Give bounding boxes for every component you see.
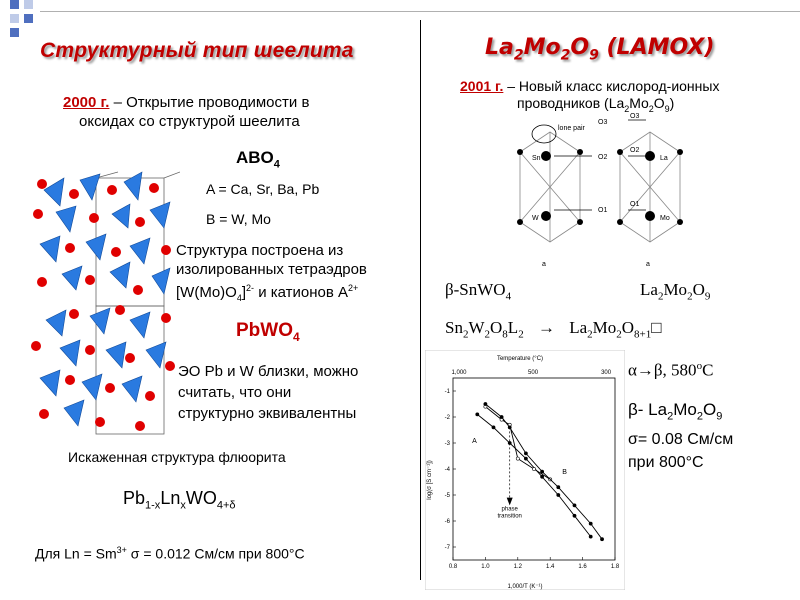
sn-label: Sn xyxy=(532,155,541,162)
s3b: 4 xyxy=(236,293,242,303)
b-cations: B = W, Mo xyxy=(206,211,271,227)
o3-left-label: O3 xyxy=(598,119,608,126)
series-label: A xyxy=(472,438,477,445)
yt-b: 2 xyxy=(624,103,630,114)
y-tick-label: -2 xyxy=(444,415,450,421)
yt-a: проводников (La xyxy=(517,95,625,111)
data-point xyxy=(600,538,603,541)
rt-d: 2 xyxy=(560,47,571,64)
y-tick-label: -4 xyxy=(444,467,450,473)
lamox-line-1: – Новый класс кислород-ионных xyxy=(507,78,720,94)
lamo-d: 2 xyxy=(687,290,693,303)
o2-left-label: O2 xyxy=(598,154,608,161)
lamox-line-2 xyxy=(460,95,675,114)
la2mo2o9-label xyxy=(640,280,710,302)
x-tick-label: 1.6 xyxy=(578,564,587,570)
x-tick-label: 1.4 xyxy=(546,564,555,570)
snwo4-label xyxy=(445,280,511,302)
sigma-temperature: при 800°С xyxy=(628,454,704,472)
data-point xyxy=(476,413,479,416)
data-point xyxy=(500,415,503,418)
y-tick-label: -7 xyxy=(444,545,450,551)
phase-annotation: transition xyxy=(497,513,522,520)
eq-b: 2 xyxy=(462,328,469,341)
tr-c: C xyxy=(702,360,714,380)
data-point xyxy=(573,514,576,517)
eq-h: 2 xyxy=(518,328,524,341)
data-point xyxy=(524,452,527,455)
eo-line-3: структурно эквивалентны xyxy=(178,405,357,422)
rt-a: La xyxy=(485,35,514,60)
data-point xyxy=(589,522,592,525)
tr-main: α→β, 580 xyxy=(628,360,697,380)
data-point xyxy=(532,467,535,470)
conductivity-chart xyxy=(425,350,625,590)
rt-g: (LAMOX) xyxy=(598,35,715,60)
fluorite-text: Искаженная структура флюорита xyxy=(68,449,286,465)
phase-annotation: phase xyxy=(501,506,518,513)
lamox-year: 2001 г. xyxy=(460,78,504,94)
deco-square xyxy=(24,14,33,23)
a-cations: A = Ca, Sr, Ba, Pb xyxy=(206,181,320,197)
structure-line-1: Структура построена из xyxy=(176,242,344,259)
pbf-b: 1-x xyxy=(145,499,161,512)
eq-o: □ xyxy=(651,318,662,337)
ln-a: Для Ln = Sm xyxy=(35,545,117,562)
top-tick-label: 300 xyxy=(601,370,612,376)
chart-top-axis-label: Temperature (°C) xyxy=(496,356,544,362)
lamo-f: 9 xyxy=(704,290,711,303)
ln-sigma-text xyxy=(35,542,305,563)
beta-e: O xyxy=(702,400,717,419)
lamox-crystal-diagram xyxy=(510,112,710,272)
pbwo4-sub: 4 xyxy=(293,329,300,344)
pbf-c: Ln xyxy=(160,488,181,508)
lamo-e: O xyxy=(692,280,705,299)
s3f: 2+ xyxy=(348,283,359,293)
s3d: 2- xyxy=(246,283,255,293)
snwo-a: β-SnWO xyxy=(445,280,506,299)
data-point xyxy=(484,402,487,405)
o1-left-label: O1 xyxy=(598,207,608,214)
data-point xyxy=(557,493,560,496)
snwo-b: 4 xyxy=(505,290,512,303)
pbf-e: WO xyxy=(185,488,217,508)
abo4-main: ABO xyxy=(236,148,274,167)
yt-d: 2 xyxy=(648,103,654,114)
y-tick-label: -1 xyxy=(444,389,450,395)
yt-c: Mo xyxy=(629,95,649,111)
pbf-a: Pb xyxy=(123,488,146,508)
discovery-line-2: оксидах со структурой шеелита xyxy=(79,113,300,130)
yt-f: 9 xyxy=(664,103,670,114)
ln-c: σ = 0.012 См/см при 800°С xyxy=(126,545,305,562)
eo-line-2: считать, что они xyxy=(178,384,292,401)
eo-line-1: ЭО Pb и W близки, можно xyxy=(178,363,359,380)
right-title xyxy=(485,35,714,63)
beta-formula xyxy=(628,398,733,428)
deco-square xyxy=(10,0,19,9)
eq-n: 8+1 xyxy=(634,328,652,341)
x-tick-label: 1.8 xyxy=(610,564,620,570)
beta-f: 9 xyxy=(716,410,723,423)
y-tick-label: -3 xyxy=(444,441,450,447)
y-tick-label: -5 xyxy=(444,493,450,499)
y-tick-label: -6 xyxy=(444,519,450,525)
pbwo4-formula xyxy=(236,320,300,344)
o3-right-label: O3 xyxy=(630,113,640,120)
beta-d: 2 xyxy=(696,410,703,423)
eq-k: Mo xyxy=(592,318,617,337)
abo4-formula xyxy=(236,148,280,170)
eo-text xyxy=(178,361,408,424)
eq-c: W xyxy=(468,318,485,337)
data-point xyxy=(516,457,519,460)
chart-xlabel: 1,000/T (K⁻¹) xyxy=(507,584,543,590)
sigma-value: σ= 0.08 См/см xyxy=(628,431,734,449)
eq-d: 2 xyxy=(484,328,491,341)
beta-c: Mo xyxy=(673,400,697,419)
rt-e: O xyxy=(570,35,590,60)
eq-l: 2 xyxy=(616,328,622,341)
rt-c: Mo xyxy=(523,35,561,60)
structure-line-3 xyxy=(176,279,416,308)
eq-j: 2 xyxy=(587,328,593,341)
chart-ylabel: log(σ [S cm⁻¹]) xyxy=(427,460,433,500)
deco-square xyxy=(10,28,19,37)
eq-m: O xyxy=(621,318,635,337)
deco-square xyxy=(10,14,19,23)
rt-f: 9 xyxy=(589,47,599,64)
discovery-year: 2000 г. xyxy=(63,94,110,111)
top-tick-label: 1,000 xyxy=(451,370,467,376)
reaction-equation xyxy=(445,318,662,340)
o1-right-label: O1 xyxy=(630,201,640,208)
eq-i: La xyxy=(569,318,588,337)
s3a: [W(Mo)O xyxy=(176,284,237,301)
eq-arrow: → xyxy=(537,318,555,337)
abo4-sub: 4 xyxy=(273,158,280,171)
pbwo4-main: PbWO xyxy=(236,320,293,341)
data-point xyxy=(573,504,576,507)
la-label: La xyxy=(660,155,668,162)
structure-text xyxy=(176,241,416,308)
mo-label: Mo xyxy=(660,215,670,222)
eq-e: O xyxy=(490,318,503,337)
data-point xyxy=(524,457,527,460)
lamo-c: Mo xyxy=(663,280,688,299)
column-divider xyxy=(420,20,421,580)
eq-a: Sn xyxy=(445,318,463,337)
s3c: ] xyxy=(241,284,247,301)
yt-e: O xyxy=(653,95,665,111)
tr-sup: o xyxy=(696,360,703,372)
x-tick-label: 1.0 xyxy=(481,564,490,570)
discovery-text xyxy=(63,93,363,131)
rt-b: 2 xyxy=(513,47,524,64)
pbf-f: 4+δ xyxy=(216,499,236,512)
a-right-label: a xyxy=(646,261,650,268)
top-tick-label: 500 xyxy=(528,370,539,376)
x-tick-label: 1.2 xyxy=(513,564,522,570)
scheelite-structure-image xyxy=(30,170,180,440)
top-divider xyxy=(40,11,800,12)
a-left-label: a xyxy=(542,261,546,268)
structure-line-2: изолированных тетраэдров xyxy=(176,261,367,278)
deco-square xyxy=(24,0,33,9)
beta-phase-info xyxy=(628,398,733,474)
chart-frame xyxy=(425,350,625,590)
data-point xyxy=(541,470,544,473)
lamo-b: 2 xyxy=(657,290,664,303)
data-point xyxy=(557,486,560,489)
data-point xyxy=(589,535,592,538)
pb-ln-formula xyxy=(123,488,236,512)
data-point xyxy=(492,426,495,429)
ln-b: 3+ xyxy=(116,545,127,555)
beta-b: 2 xyxy=(667,410,674,423)
yt-g: ) xyxy=(669,95,675,111)
x-tick-label: 0.8 xyxy=(448,564,458,570)
series-label: B xyxy=(562,469,567,477)
phase-transition-label xyxy=(628,360,713,381)
s3e: и катионов А xyxy=(254,284,349,301)
w-label: W xyxy=(532,215,539,222)
left-title: Структурный тип шеелита xyxy=(40,39,354,62)
eq-g: L xyxy=(507,318,519,337)
discovery-line-1: – Открытие проводимости в xyxy=(113,94,310,111)
lone-pair-label: lone pair xyxy=(558,125,585,132)
pbf-d: x xyxy=(180,499,186,512)
beta-a: β- La xyxy=(628,400,668,419)
lamo-a: La xyxy=(640,280,658,299)
eq-f: 8 xyxy=(502,328,508,341)
o2-right-label: O2 xyxy=(630,147,640,154)
data-point xyxy=(541,475,544,478)
